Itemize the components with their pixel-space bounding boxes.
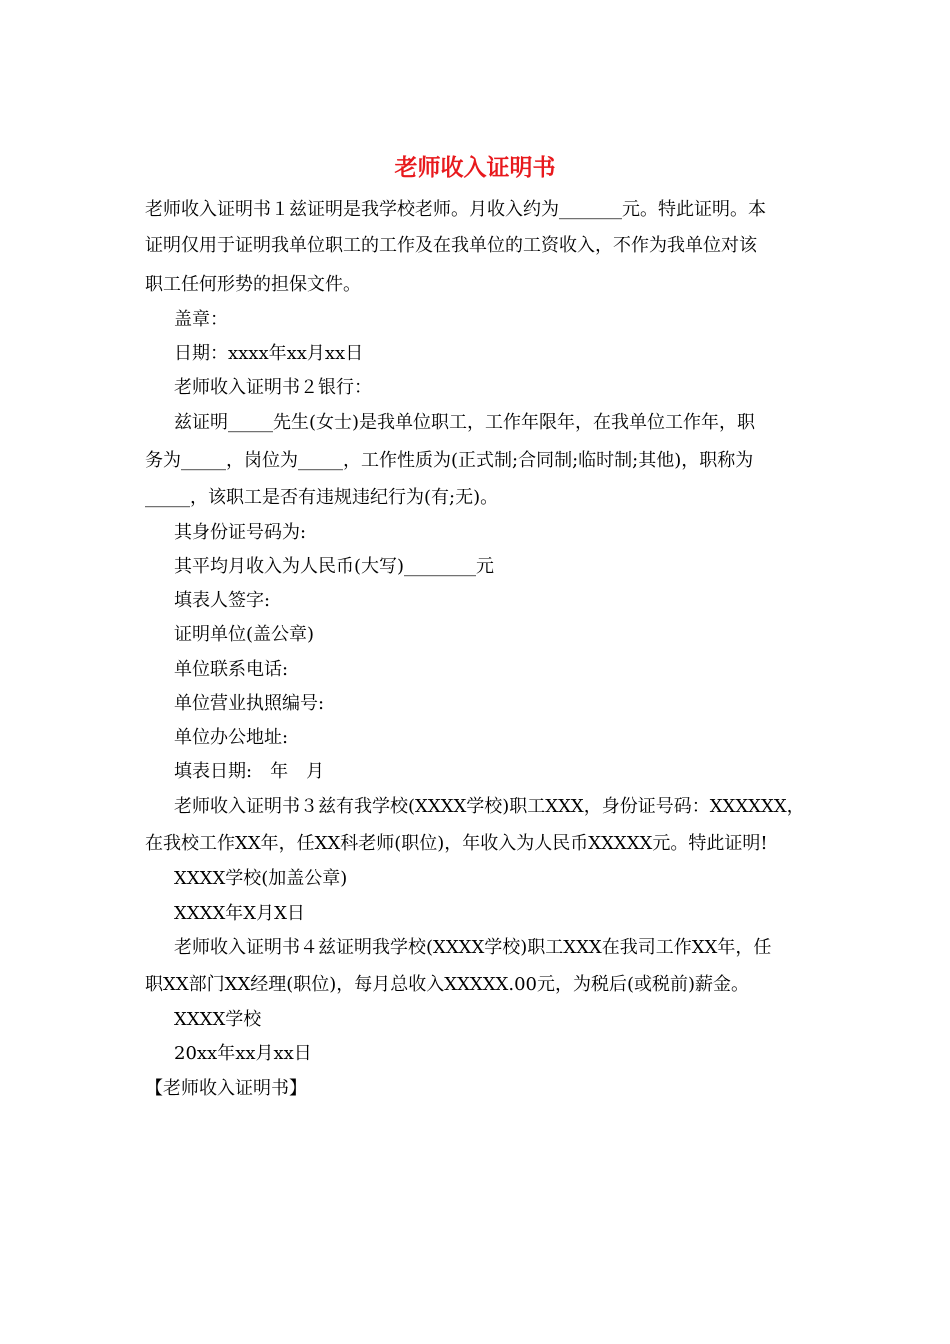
- section-heading: 老师收入证明书２银行：: [174, 377, 372, 398]
- paragraph-line: 老师收入证明书１兹证明是我学校老师。月收入约为_______元。特此证明。本: [145, 199, 766, 220]
- form-field-label: 其身份证号码为:: [174, 522, 307, 543]
- date-line: 日期：xxxx年xx月xx日: [174, 343, 364, 364]
- document-title: 老师收入证明书: [394, 154, 556, 181]
- paragraph-line: _____，该职工是否有违规违纪行为(有;无)。: [145, 487, 499, 508]
- form-field-label: 单位联系电话:: [174, 659, 289, 680]
- signature-line: XXXX学校(加盖公章): [174, 868, 348, 889]
- paragraph-line: 兹证明_____先生(女士)是我单位职工，工作年限年，在我单位工作年，职: [174, 412, 756, 433]
- footer-title: 【老师收入证明书】: [145, 1078, 307, 1099]
- paragraph-line: 职XX部门XX经理(职位)，每月总收入XXXXX.00元，为税后(或税前)薪金。: [145, 974, 750, 995]
- form-field-label: 其平均月收入为人民币(大写)________元: [174, 556, 495, 577]
- form-field-label: 单位办公地址:: [174, 727, 289, 748]
- paragraph-line: 老师收入证明书３兹有我学校(XXXX学校)职工XXX，身份证号码：XXXXXX，: [174, 796, 805, 817]
- date-line: XXXX年X月X日: [174, 903, 305, 924]
- form-field-label: 单位营业执照编号:: [174, 693, 325, 714]
- seal-label: 盖章：: [174, 309, 228, 330]
- paragraph-line: 职工任何形势的担保文件。: [145, 274, 361, 295]
- paragraph-line: 证明仅用于证明我单位职工的工作及在我单位的工资收入，不作为我单位对该: [145, 235, 757, 256]
- form-field-label: 填表人签字:: [174, 590, 271, 611]
- paragraph-line: 在我校工作XX年，任XX科老师(职位)，年收入为人民币XXXXX元。特此证明!: [145, 833, 768, 854]
- paragraph-line: 务为_____，岗位为_____，工作性质为(正式制;合同制;临时制;其他)，职称为: [145, 450, 754, 471]
- signature-line: XXXX学校: [174, 1009, 262, 1030]
- form-field-label: 证明单位(盖公章): [174, 624, 315, 645]
- date-line: 20xx年xx月xx日: [174, 1043, 312, 1064]
- form-field-label: 填表日期: 年 月: [174, 761, 325, 782]
- paragraph-line: 老师收入证明书４兹证明我学校(XXXX学校)职工XXX在我司工作XX年，任: [174, 937, 772, 958]
